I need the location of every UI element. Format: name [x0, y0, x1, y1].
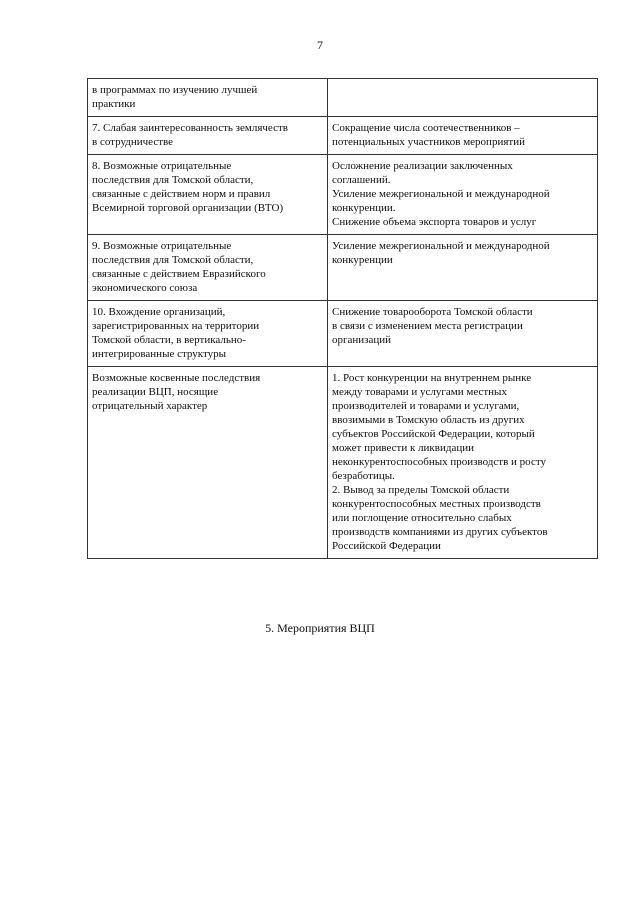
- cell-text-line: отрицательный характер: [92, 400, 208, 412]
- cell-text-line: ввозимыми в Томскую область из других: [332, 414, 525, 426]
- cell-text-line: 8. Возможные отрицательные: [92, 160, 232, 172]
- cell-text-line: 9. Возможные отрицательные: [92, 240, 232, 252]
- cell-text-line: практики: [92, 98, 136, 110]
- risk-cell: [88, 79, 328, 117]
- page-number: 7: [317, 38, 323, 52]
- cell-text-line: связанные с действием норм и правил: [92, 188, 271, 200]
- cell-text-line: связанные с действием Евразийского: [92, 268, 266, 280]
- cell-text-line: Томской области, в вертикально-: [92, 334, 246, 346]
- cell-text-line: Снижение товарооборота Томской области: [332, 306, 533, 318]
- risk-consequence-table: [87, 78, 598, 559]
- cell-text-line: интегрированные структуры: [92, 348, 227, 360]
- cell-text-line: Снижение объема экспорта товаров и услуг: [332, 216, 537, 228]
- cell-text-line: между товарами и услугами местных: [332, 386, 507, 398]
- cell-text-line: организаций: [332, 334, 392, 346]
- cell-text-line: Российской Федерации: [332, 540, 441, 552]
- cell-text-line: зарегистрированных на территории: [92, 320, 260, 332]
- consequence-cell: [328, 155, 598, 235]
- cell-text-line: в программах по изучению лучшей: [92, 84, 258, 96]
- table-row: [88, 235, 598, 301]
- cell-text-line: Всемирной торговой организации (ВТО): [92, 202, 284, 214]
- cell-text-line: 10. Вхождение организаций,: [92, 306, 226, 318]
- consequence-cell: [328, 117, 598, 155]
- cell-text-line: конкуренции: [332, 254, 393, 266]
- table-row: [88, 301, 598, 367]
- consequence-cell: [328, 235, 598, 301]
- cell-text-line: экономического союза: [92, 282, 198, 294]
- consequence-cell: [328, 367, 598, 559]
- cell-text-line: субъектов Российской Федерации, который: [332, 428, 535, 440]
- cell-text-line: Усиление межрегиональной и международной: [332, 240, 550, 252]
- cell-text-line: в сотрудничестве: [92, 136, 174, 148]
- cell-text-line: Осложнение реализации заключенных: [332, 160, 513, 172]
- cell-text-line: неконкурентоспособных производств и росту: [332, 456, 546, 468]
- table-body: [88, 79, 598, 559]
- cell-text-line: производителей и товарами и услугами,: [332, 400, 520, 412]
- table-row: [88, 155, 598, 235]
- risk-cell: [88, 367, 328, 559]
- cell-text-line: Возможные косвенные последствия: [92, 372, 261, 384]
- table-row: [88, 367, 598, 559]
- risk-cell: [88, 301, 328, 367]
- consequence-cell: [328, 301, 598, 367]
- cell-text-line: конкуренции.: [332, 202, 396, 214]
- cell-text-line: 7. Слабая заинтересованность землячеств: [92, 122, 288, 134]
- cell-text-line: последствия для Томской области,: [92, 254, 254, 266]
- cell-text-line: последствия для Томской области,: [92, 174, 254, 186]
- risk-cell: [88, 235, 328, 301]
- table-row: [88, 79, 598, 117]
- cell-text-line: производств компаниями из других субъектов: [332, 526, 548, 538]
- consequence-cell: [328, 79, 598, 117]
- risk-cell: [88, 117, 328, 155]
- cell-text-line: 2. Вывод за пределы Томской области: [332, 484, 510, 496]
- table-row: [88, 117, 598, 155]
- cell-text-line: [332, 83, 594, 97]
- cell-text-line: может привести к ликвидации: [332, 442, 475, 454]
- section-heading: 5. Мероприятия ВЦП: [265, 621, 375, 635]
- cell-text-line: конкурентоспособных местных производств: [332, 498, 541, 510]
- cell-text-line: в связи с изменением места регистрации: [332, 320, 523, 332]
- cell-text-line: Сокращение числа соотечественников –: [332, 122, 520, 134]
- cell-text-line: потенциальных участников мероприятий: [332, 136, 525, 148]
- cell-text-line: Усиление межрегиональной и международной: [332, 188, 550, 200]
- cell-text-line: безработицы.: [332, 470, 395, 482]
- cell-text-line: соглашений.: [332, 174, 391, 186]
- risk-cell: [88, 155, 328, 235]
- cell-text-line: реализации ВЦП, носящие: [92, 386, 219, 398]
- cell-text-line: 1. Рост конкуренции на внутреннем рынке: [332, 372, 532, 384]
- cell-text-line: или поглощение относительно слабых: [332, 512, 512, 524]
